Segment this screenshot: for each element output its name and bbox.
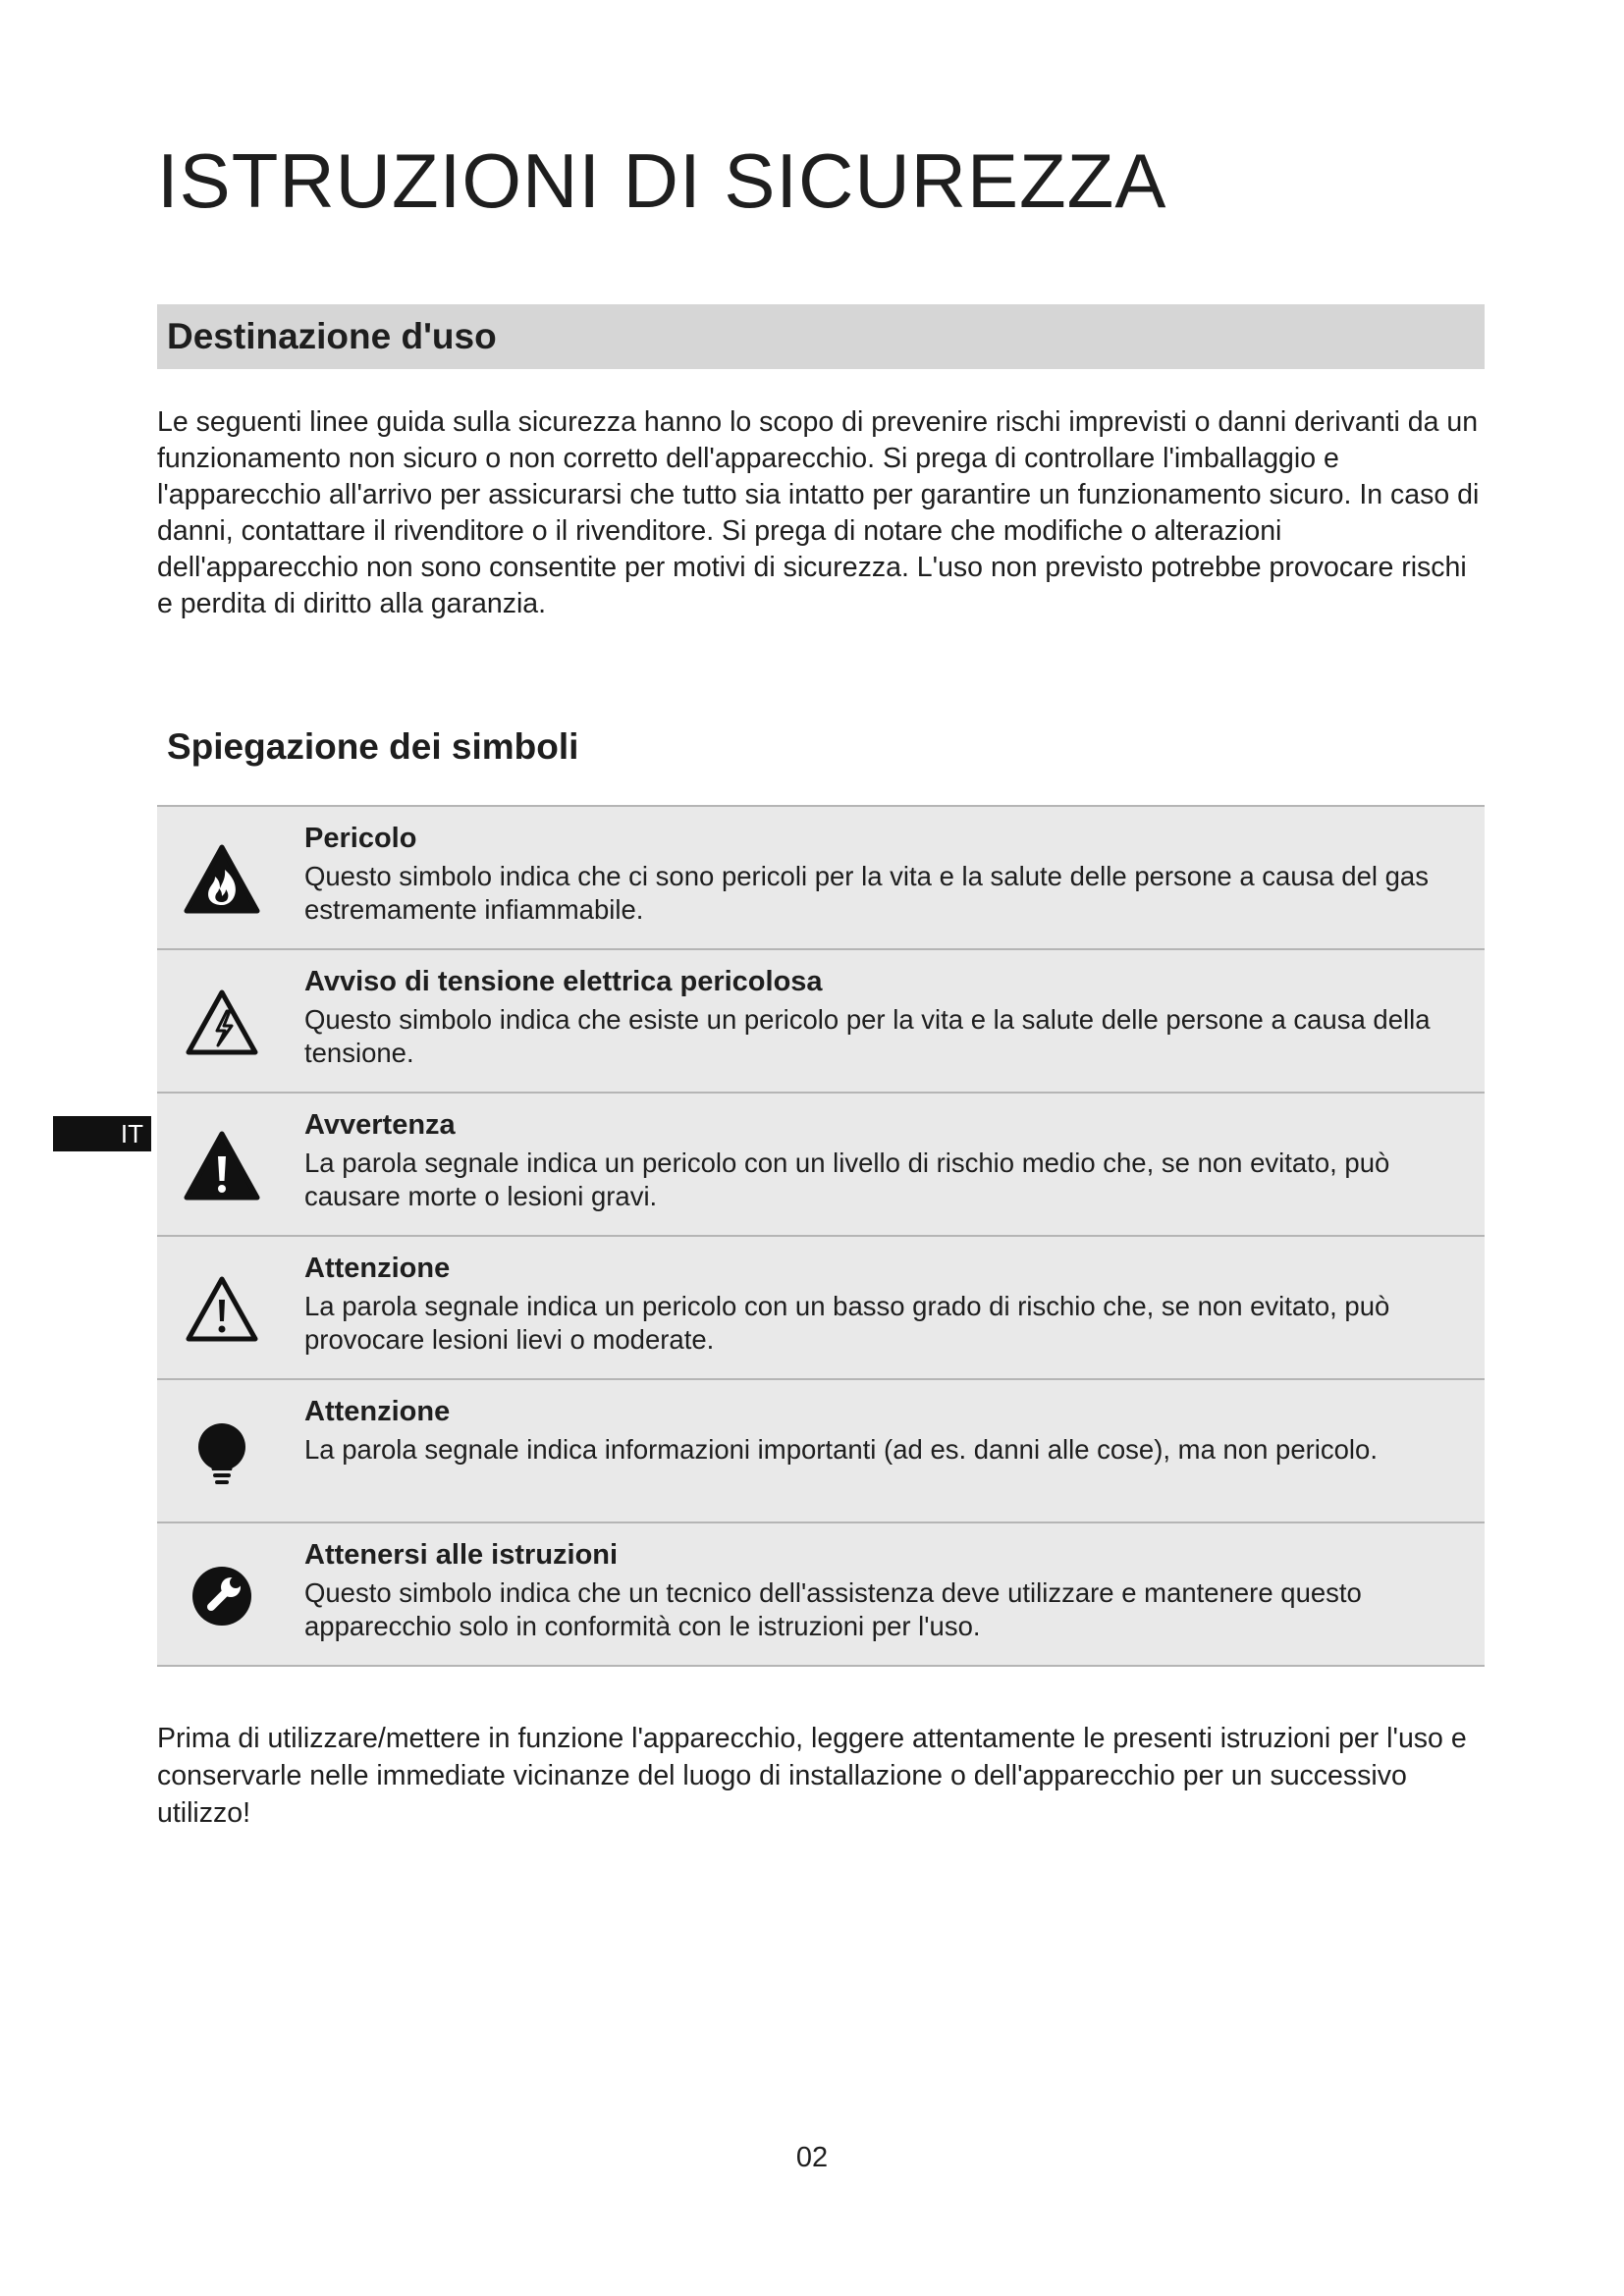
- electric-voltage-warning-icon: [183, 984, 261, 1062]
- intended-use-heading: Destinazione d'uso: [167, 316, 497, 356]
- symbol-description: Questo simbolo indica che ci sono pericoli per la vita e la salute delle persone a causa del gas estremamente infiammabile.: [304, 861, 1429, 925]
- exclamation-warning-filled-icon: [183, 1127, 261, 1205]
- flame-warning-icon: [183, 840, 261, 919]
- symbol-row-danger: [157, 807, 1485, 950]
- symbol-description: La parola segnale indica un pericolo con un basso grado di rischio che, se non evitato, può provocare lesioni lievi o moderate.: [304, 1291, 1390, 1355]
- symbol-row-follow-instructions: [157, 1523, 1485, 1667]
- symbol-title: Avvertenza: [304, 1109, 456, 1141]
- intended-use-text: Le seguenti linee guida sulla sicurezza hanno lo scopo di prevenire rischi imprevisti o danni derivanti da un funzionamento non sicuro o non corretto dell'apparecchio. Si prega di controllare l'imballaggio e l'apparecchio all'arrivo per assicurarsi che tutto sia intatto per garantire un funzionamento sicuro. In caso di danni, contattare il rivenditore o il rivenditore. Si prega di notare che modifiche o alterazioni dell'apparecchio non sono consentite per motivi di sicurezza. L'uso non previsto potrebbe provocare rischi e perdita di diritto alla garanzia.: [157, 406, 1480, 619]
- exclamation-warning-outline-icon: [183, 1270, 261, 1349]
- symbol-row-caution: [157, 1237, 1485, 1380]
- symbol-row-voltage: [157, 950, 1485, 1094]
- symbols-table: [157, 805, 1485, 1667]
- symbol-row-notice: [157, 1380, 1485, 1523]
- wrench-icon: [183, 1557, 261, 1635]
- intended-use-header: [157, 304, 1485, 369]
- symbol-description: La parola segnale indica un pericolo con un livello di rischio medio che, se non evitato, può causare morte o lesioni gravi.: [304, 1148, 1390, 1211]
- symbol-description: Questo simbolo indica che esiste un pericolo per la vita e la salute delle persone a causa della tensione.: [304, 1004, 1431, 1068]
- symbols-heading: Spiegazione dei simboli: [167, 726, 579, 767]
- symbol-title: Attenzione: [304, 1253, 451, 1284]
- symbol-description: La parola segnale indica informazioni importanti (ad es. danni alle cose), ma non pericolo.: [304, 1434, 1378, 1465]
- symbol-title: Avviso di tensione elettrica pericolosa: [304, 966, 823, 997]
- closing-note: Prima di utilizzare/mettere in funzione l'apparecchio, leggere attentamente le presenti istruzioni per l'uso e conservarle nelle immediate vicinanze del luogo di installazione o dell'apparecchio per un successivo utilizzo!: [157, 1723, 1467, 1829]
- symbol-title: Attenzione: [304, 1396, 451, 1427]
- page-number: 02: [795, 2142, 829, 2173]
- symbol-title: Pericolo: [304, 823, 417, 854]
- lightbulb-icon: [183, 1414, 261, 1492]
- symbol-row-warning: [157, 1094, 1485, 1237]
- language-tab: [53, 1116, 151, 1151]
- symbol-title: Attenersi alle istruzioni: [304, 1539, 619, 1571]
- page-title: ISTRUZIONI DI SICUREZZA: [157, 137, 1167, 224]
- language-tab-label: IT: [120, 1118, 143, 1148]
- symbol-description: Questo simbolo indica che un tecnico dell'assistenza deve utilizzare e mantenere questo apparecchio solo in conformità con le istruzioni per l'uso.: [304, 1577, 1362, 1641]
